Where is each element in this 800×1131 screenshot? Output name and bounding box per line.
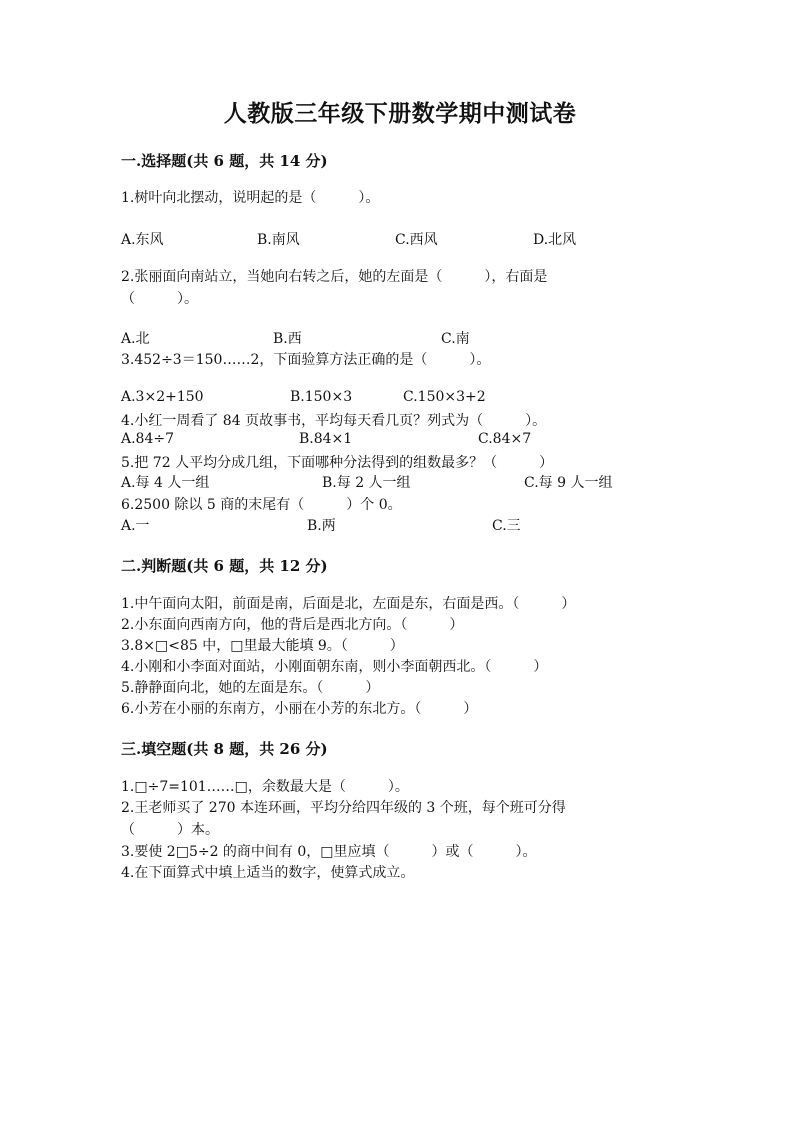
choice-1-option-a: A.东风 [121, 232, 164, 248]
judge-question-2: 2.小东面向西南方向，他的背后是西北方向。（ ） [121, 617, 464, 633]
choice-4-option-b: B.84×1 [299, 431, 353, 447]
choice-3-option-a: A.3×2+150 [121, 389, 204, 405]
choice-question-5: 5.把 72 人平均分成几组，下面哪种分法得到的组数最多？（ ） [121, 455, 554, 471]
choice-5-option-c: C.每 9 人一组 [524, 475, 613, 491]
choice-6-option-a: A.一 [121, 518, 150, 534]
choice-5-option-b: B.每 2 人一组 [322, 475, 411, 491]
section-heading-judge: 二.判断题(共 6 题，共 12 分) [121, 557, 328, 575]
section-heading-fill: 三.填空题(共 8 题，共 26 分) [121, 740, 328, 758]
choice-2-option-a: A.北 [121, 331, 150, 347]
section-heading-choice: 一.选择题(共 6 题，共 14 分) [121, 152, 328, 170]
choice-2-option-c: C.南 [441, 331, 470, 347]
judge-question-5: 5.静静面向北，她的左面是东。（ ） [121, 680, 380, 696]
fill-question-1: 1.□÷7=101……□，余数最大是（ ）。 [121, 779, 409, 795]
choice-4-option-c: C.84×7 [478, 431, 532, 447]
choice-6-option-c: C.三 [492, 518, 521, 534]
choice-1-option-b: B.南风 [257, 232, 300, 248]
fill-question-4: 4.在下面算式中填上适当的数字，使算式成立。 [121, 865, 415, 881]
page-title: 人教版三年级下册数学期中测试卷 [223, 100, 577, 127]
choice-1-option-d: D.北风 [533, 232, 577, 248]
judge-question-6: 6.小芳在小丽的东南方，小丽在小芳的东北方。（ ） [121, 701, 478, 717]
choice-question-3: 3.452÷3＝150……2，下面验算方法正确的是（ ）。 [121, 352, 491, 368]
fill-question-2: 2.王老师买了 270 本连环画，平均分给四年级的 3 个班，每个班可分得（ ）本。 [121, 800, 566, 838]
choice-question-4: 4.小红一周看了 84 页故事书，平均每天看几页？列式为（ ）。 [121, 413, 547, 429]
choice-4-option-a: A.84÷7 [121, 431, 175, 447]
choice-question-6: 6.2500 除以 5 商的末尾有（ ）个 0。 [121, 497, 402, 513]
choice-6-option-b: B.两 [307, 518, 336, 534]
judge-question-1: 1.中午面向太阳，前面是南，后面是北，左面是东，右面是西。（ ） [121, 596, 576, 612]
choice-question-2: 2.张丽面向南站立，当她向右转之后，她的左面是（ ），右面是（ ）。 [121, 269, 548, 307]
choice-3-option-b: B.150×3 [290, 389, 353, 405]
fill-question-3: 3.要使 2□5÷2 的商中间有 0，□里应填（ ）或（ ）。 [121, 844, 537, 860]
choice-1-option-c: C.西风 [395, 232, 438, 248]
choice-question-1: 1.树叶向北摆动，说明起的是（ ）。 [121, 190, 380, 206]
choice-5-option-a: A.每 4 人一组 [121, 475, 210, 491]
choice-3-option-c: C.150×3+2 [403, 389, 486, 405]
judge-question-3: 3.8×□<85 中，□里最大能填 9。（ ） [121, 638, 404, 654]
choice-2-option-b: B.西 [273, 331, 302, 347]
judge-question-4: 4.小刚和小李面对面站，小刚面朝东南，则小李面朝西北。（ ） [121, 659, 548, 675]
